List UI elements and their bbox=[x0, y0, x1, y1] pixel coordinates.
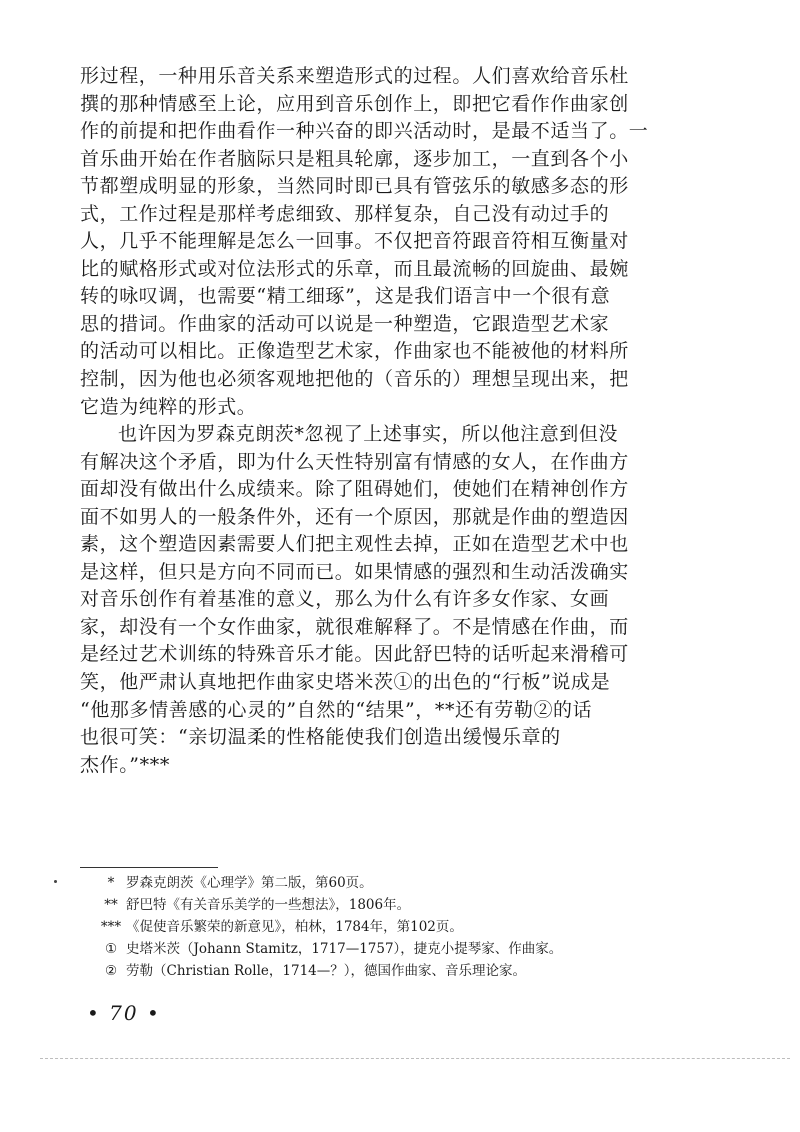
text-line: 作的前提和把作曲看作一种兴奋的即兴活动时，是最不适当了。一 bbox=[80, 120, 649, 143]
text-line: 素，这个塑造因素需要人们把主观性去掉，正如在造型艺术中也 bbox=[80, 533, 629, 556]
text-line: 思的措词。作曲家的活动可以说是一种塑造，它跟造型艺术家 bbox=[80, 312, 610, 335]
text-line: 杰作。”*** bbox=[80, 753, 170, 776]
footnote-divider bbox=[80, 867, 218, 868]
footnote-marker: ② bbox=[104, 963, 118, 979]
footnote bbox=[96, 938, 656, 960]
text-line: 形过程，一种用乐音关系来塑造形式的过程。人们喜欢给音乐杜 bbox=[80, 65, 629, 87]
page-number: • 70 • bbox=[87, 1001, 161, 1025]
footnote-marker: *** bbox=[100, 919, 122, 935]
text-line: 转的咏叹调，也需要“精工细琢”，这是我们语言中一个很有意 bbox=[80, 285, 611, 308]
footnote-text: 舒巴特《有关音乐美学的一些想法》，1806年。 bbox=[126, 897, 411, 913]
scan-artifact-line bbox=[40, 1058, 790, 1059]
footnote-marker: * bbox=[107, 875, 115, 891]
footnote-text: 《促使音乐繁荣的新意见》，柏林，1784年，第102页。 bbox=[126, 919, 463, 935]
text-line: 它造为纯粹的形式。 bbox=[80, 395, 257, 418]
text-line: 的活动可以相比。正像造型艺术家，作曲家也不能被他的材料所 bbox=[80, 340, 629, 363]
text-line: 控制，因为他也必须客观地把他的（音乐的）理想呈现出来，把 bbox=[80, 368, 629, 391]
text-line: 家，却没有一个女作曲家，就很难解释了。不是情感在作曲，而 bbox=[80, 615, 629, 638]
footnote bbox=[96, 960, 656, 982]
text-line: 是这样，但只是方向不同而已。如果情感的强烈和生动活泼确实 bbox=[80, 560, 629, 583]
footnote-marker: ① bbox=[104, 941, 118, 957]
paragraph-start-line: 也许因为罗森克朗茨*忽视了上述事实，所以他注意到但没 bbox=[118, 423, 619, 446]
footnote-marker: ** bbox=[104, 897, 118, 913]
footnote-text: 罗森克朗茨《心理学》第二版，第60页。 bbox=[126, 875, 373, 891]
text-line: 撰的那种情感至上论，应用到音乐创作上，即把它看作作曲家创 bbox=[80, 92, 629, 115]
text-line: “他那多情善感的心灵的”自然的“结果”，**还有劳勒②的话 bbox=[80, 698, 593, 721]
text-line: 节都塑成明显的形象，当然同时即已具有管弦乐的敏感多态的形 bbox=[80, 175, 629, 198]
text-line: 也很可笑：“亲切温柔的性格能使我们创造出缓慢乐章的 bbox=[80, 726, 561, 749]
footnote bbox=[96, 872, 656, 894]
text-line: 是经过艺术训练的特殊音乐才能。因此舒巴特的话听起来滑稽可 bbox=[80, 643, 629, 666]
footnote bbox=[96, 894, 656, 916]
footnote bbox=[96, 916, 656, 938]
text-line: 人，几乎不能理解是怎么一回事。不仅把音符跟音符相互衡量对 bbox=[80, 230, 629, 253]
scan-speck bbox=[54, 880, 57, 883]
footnote-text: 史塔米茨（Johann Stamitz，1717—1757），捷克小提琴家、作曲家。 bbox=[126, 941, 563, 957]
text-line: 面却没有做出什么成绩来。除了阻碍她们，使她们在精神创作方 bbox=[80, 478, 629, 501]
footnote-text: 劳勒（Christian Rolle，1714—？），德国作曲家、音乐理论家。 bbox=[126, 963, 527, 979]
text-line: 笑，他严肃认真地把作曲家史塔米茨①的出色的“行板”说成是 bbox=[80, 671, 611, 694]
body-text bbox=[80, 63, 672, 779]
text-line: 对音乐创作有着基准的意义，那么为什么有许多女作家、女画 bbox=[80, 588, 610, 611]
text-line: 式，工作过程是那样考虑细致、那样复杂，自己没有动过手的 bbox=[80, 202, 610, 225]
text-line: 首乐曲开始在作者脑际只是粗具轮廓，逐步加工，一直到各个小 bbox=[80, 147, 629, 170]
footnotes bbox=[96, 872, 656, 982]
text-line: 面不如男人的一般条件外，还有一个原因，那就是作曲的塑造因 bbox=[80, 505, 629, 528]
text-line: 有解决这个矛盾，即为什么天性特别富有情感的女人，在作曲方 bbox=[80, 450, 629, 473]
text-line: 比的赋格形式或对位法形式的乐章，而且最流畅的回旋曲、最婉 bbox=[80, 257, 629, 280]
